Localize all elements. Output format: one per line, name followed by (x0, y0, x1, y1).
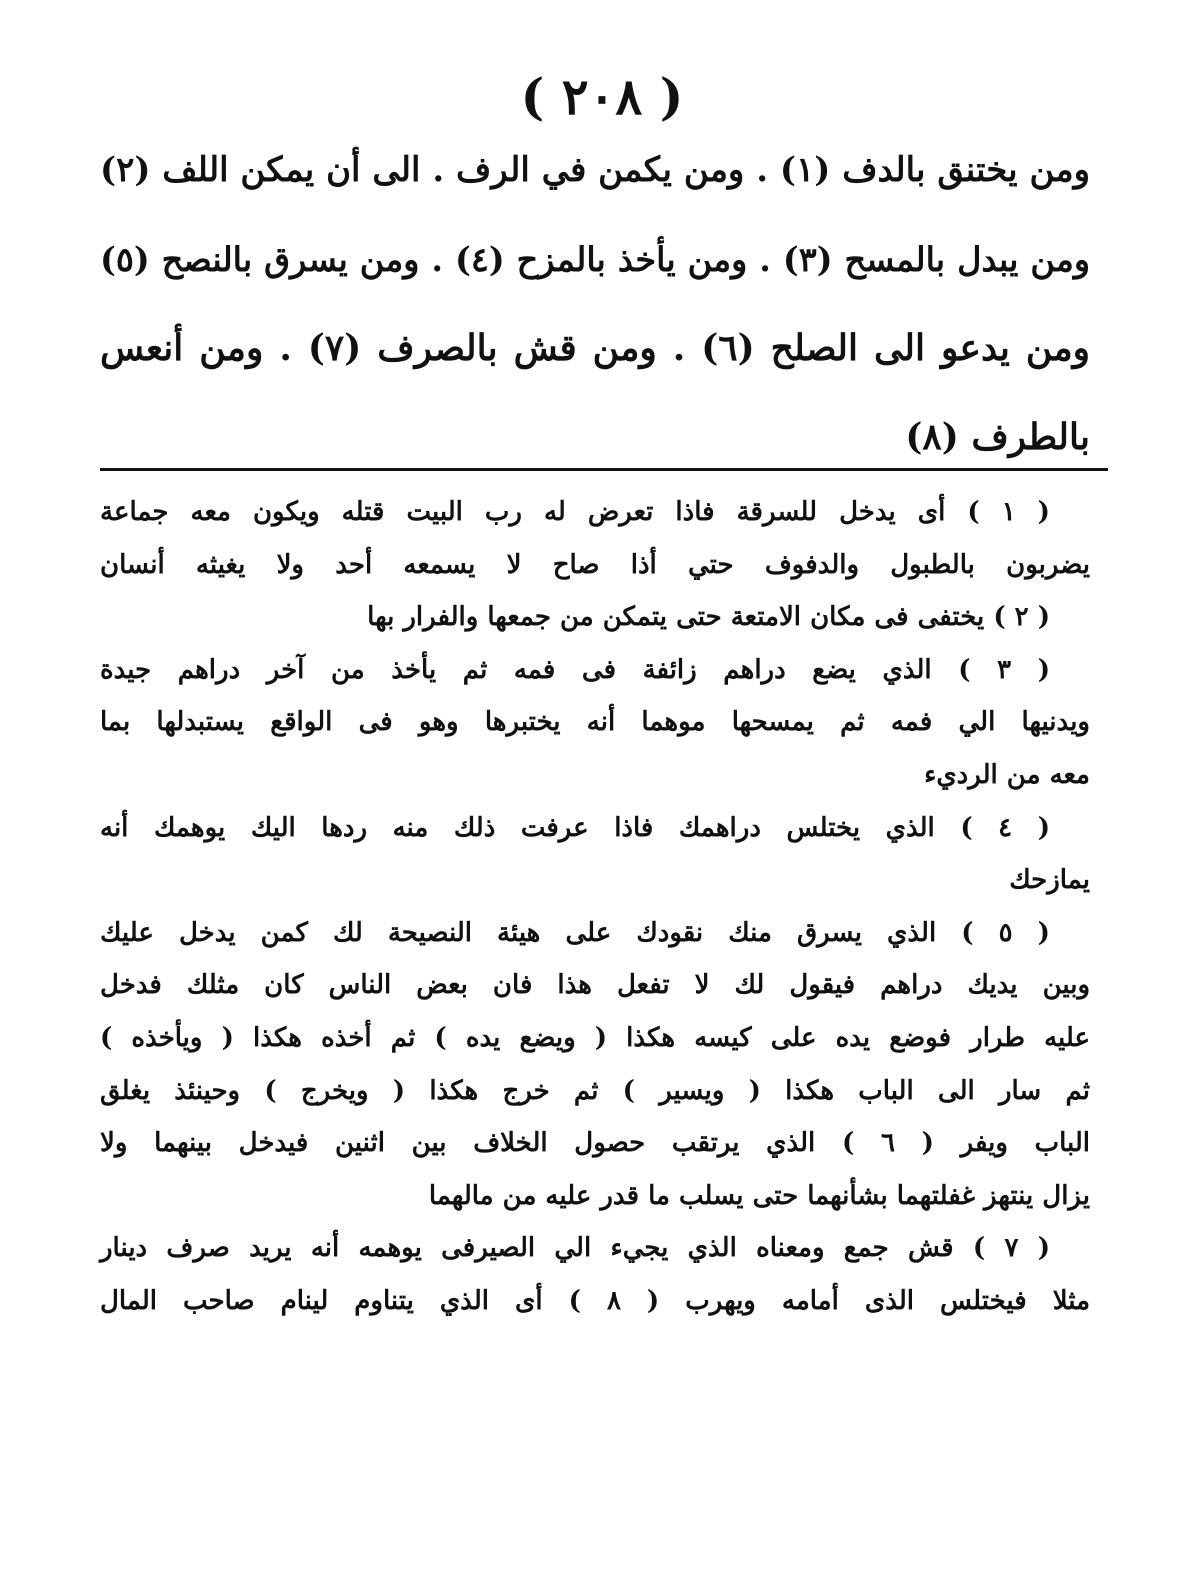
poem-line: ومن يبدل بالمسح (٣) . ومن يأخذ بالمزح (٤) . ومن يسرق بالنصح (٥) (100, 240, 1091, 279)
footnotes (100, 486, 1090, 1328)
footnote-line: يمازحك (1009, 865, 1090, 896)
poem-line: ومن يدعو الى الصلح (٦) . ومن قش بالصرف (٧) . ومن أنعس (100, 327, 1090, 369)
poem-line: ومن يختنق بالدف (١) . ومن يكمن في الرف . الى أن يمكن اللف (٢) (100, 150, 1090, 190)
poem-line: بالطرف (٨) (905, 416, 1090, 458)
footnote-line: وبين يديك دراهم فيقول لك لا تفعل هذا فان بعض الناس كان مثلك فدخل (100, 970, 1090, 1001)
footnote-line: معه من الرديء (924, 759, 1090, 790)
footnote-line: ( ٢ ) يختفى فى مكان الامتعة حتى يتمكن من جمعها والفرار بها (367, 602, 1050, 633)
page-number: ( ٢٠٨ ) (520, 67, 684, 126)
footnote-line: عليه طرار فوضع يده على كيسه هكذا ( ويضع يده ) ثم أخذه هكذا ( ويأخذه ) (100, 1022, 1090, 1053)
poem-text (100, 126, 1090, 482)
footnote-line: ثم سار الى الباب هكذا ( ويسير ) ثم خرج هكذا ( ويخرج ) وحينئذ يغلق (100, 1075, 1090, 1106)
footnote-line: ( ١ ) أى يدخل للسرقة فاذا تعرض له رب البيت قتله ويكون معه جماعة (100, 497, 1050, 527)
footnote-line: ( ٧ ) قش جمع ومعناه الذي يجيء الي الصيرفى يوهمه أنه يريد صرف دينار (100, 1233, 1051, 1264)
footnote-line: ( ٣ ) الذي يضع دراهم زائفة فى فمه ثم يأخذ من آخر دراهم جيدة (100, 654, 1050, 685)
footnote-line: ( ٤ ) الذي يختلس دراهمك فاذا عرفت ذلك منه ردها اليك يوهمك أنه (100, 812, 1050, 843)
footnote-line: مثلا فيختلس الذى أمامه ويهرب ( ٨ ) أى الذي يتناوم لينام صاحب المال (100, 1285, 1090, 1316)
footnote-line: يضربون بالطبول والدفوف حتي أذا صاح لا يسمعه أحد ولا يغيثه أنسان (100, 549, 1090, 580)
footnote-line: ويدنيها الي فمه ثم يمسحها موهما أنه يختبرها وهو فى الواقع يستبدلها بما (100, 707, 1090, 738)
footnote-divider (100, 468, 1108, 471)
footnote-line: ( ٥ ) الذي يسرق منك نقودك على هيئة النصيحة لك كمن يدخل عليك (100, 917, 1050, 948)
footnote-line: يزال ينتهز غفلتهما بشأنهما حتى يسلب ما قدر عليه من مالهما (428, 1180, 1090, 1211)
footnote-line: الباب ويفر ( ٦ ) الذي يرتقب حصول الخلاف بين اثنين فيدخل بينهما ولا (100, 1128, 1090, 1159)
